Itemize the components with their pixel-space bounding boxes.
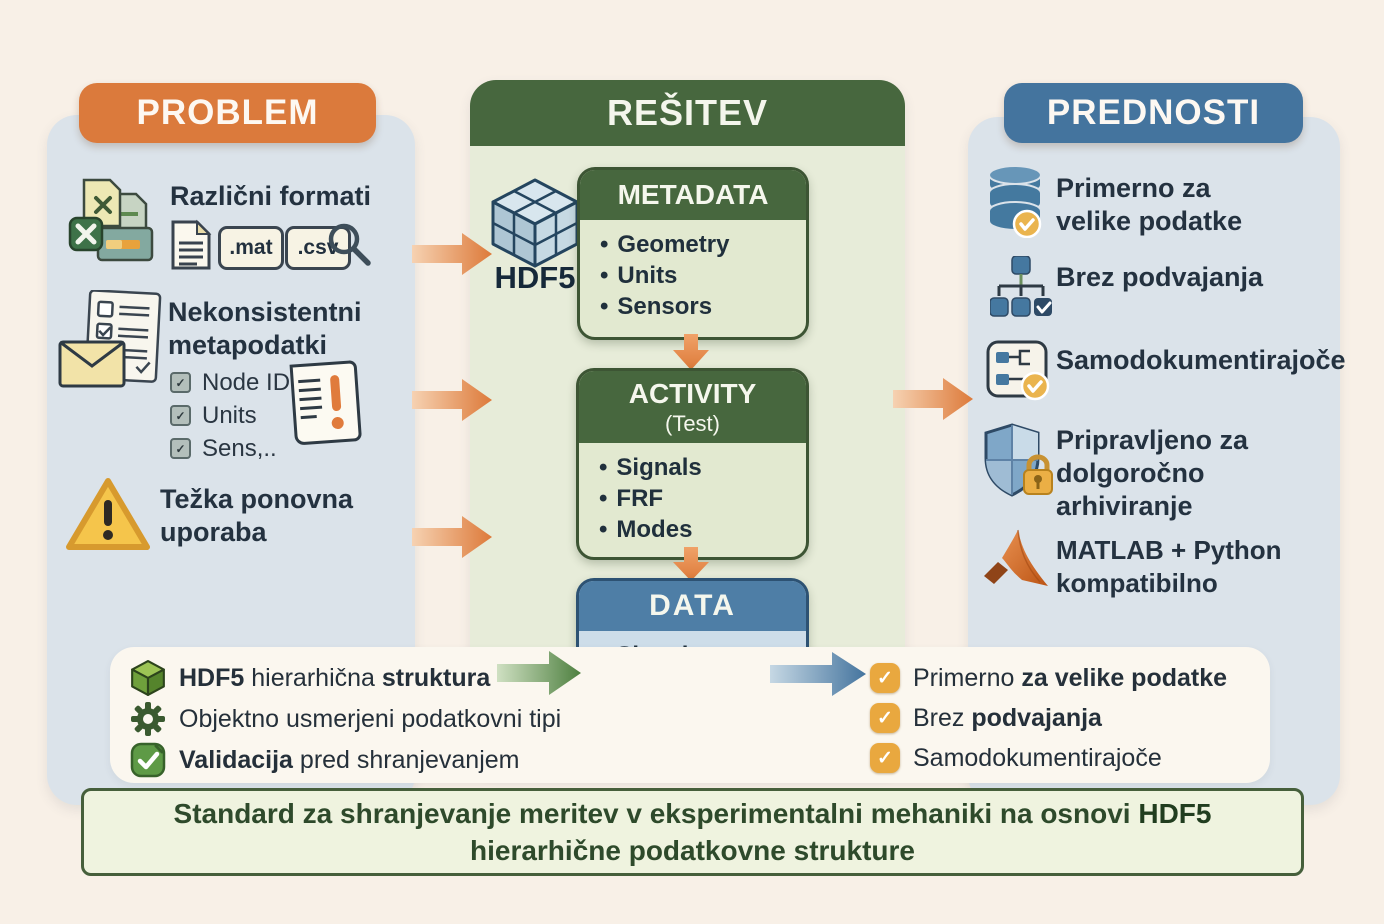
activity-item: • Modes (599, 514, 806, 545)
metadata-box-body (580, 220, 806, 322)
summary-banner (81, 788, 1304, 876)
problem-title: PROBLEM (136, 93, 319, 132)
arrow-problem-to-solution-1 (412, 228, 496, 280)
metadata-box (577, 167, 809, 340)
check-row (170, 399, 290, 432)
checklist-text: Primerno za velike podatke (913, 663, 1228, 692)
green-cube-icon (130, 659, 166, 697)
validation-check-icon (130, 742, 166, 778)
benefit-item-label: Pripravljeno za dolgoročno arhiviranje (1056, 425, 1249, 521)
mat-format-badge: .mat (218, 226, 284, 270)
activity-box-header (579, 371, 806, 443)
feature-text: Objektno usmerjeni podatkovni tipi (179, 704, 562, 733)
activity-title: ACTIVITY (628, 377, 757, 409)
orange-check-icon: ✓ (870, 743, 900, 773)
note-warning-icon (280, 356, 366, 456)
activity-item: • FRF (599, 483, 806, 514)
orange-check-icon: ✓ (870, 663, 900, 693)
benefits-header (1004, 83, 1303, 143)
metadata-item: • Geometry (600, 229, 806, 260)
feature-row (130, 700, 561, 738)
banner-line1: Standard za shranjevanje meritev v eksperimentalni mehaniki na osnovi HDF5 (173, 798, 1212, 829)
checklist-row (870, 699, 1102, 737)
self-documenting-icon (986, 340, 1052, 402)
data-title: DATA (649, 589, 736, 622)
hdf5-cube-icon (487, 176, 583, 268)
shield-lock-icon (982, 422, 1058, 502)
metadata-check-list (170, 366, 290, 465)
activity-box-body (579, 443, 806, 545)
feature-row (130, 741, 519, 779)
down-arrow-icon (673, 334, 709, 370)
checklist-text: Samodokumentirajoče (913, 743, 1162, 772)
solution-header (470, 80, 905, 146)
hdf5-label: HDF5 (494, 260, 576, 295)
database-icon (985, 164, 1049, 238)
checklist-text: Brez podvajanja (913, 703, 1102, 732)
problem-item3-label: Težka ponovna uporaba (160, 484, 354, 547)
orange-check-icon: ✓ (870, 703, 900, 733)
problem-item1-label: Različni formati (170, 181, 372, 211)
check-row (170, 366, 290, 399)
warning-triangle-icon (64, 476, 152, 554)
arrow-problem-to-solution-2 (412, 374, 496, 426)
check-row (170, 432, 290, 465)
arrow-solution-to-benefits (893, 373, 977, 425)
metadata-item: • Sensors (600, 291, 806, 322)
arrow-data-to-checklist (770, 646, 870, 702)
benefit-item-label: Primerno za velike podatke (1056, 173, 1243, 236)
metadata-title: METADATA (617, 179, 769, 210)
gear-icon (130, 701, 166, 737)
benefit-item-label: Samodokumentirajoče (1056, 345, 1346, 375)
feature-row (130, 659, 490, 697)
checklist-row (870, 739, 1162, 777)
checkbox-icon: ✓ (170, 372, 191, 393)
banner-line2: hierarhične podatkovne strukture (469, 835, 915, 866)
benefit-item-label: MATLAB + Python kompatibilno (1056, 535, 1282, 598)
benefit-item-label: Brez podvajanja (1056, 262, 1264, 292)
metadata-box-header (580, 170, 806, 220)
arrow-problem-to-solution-3 (412, 511, 496, 563)
mixed-files-icon (68, 176, 168, 270)
activity-box (576, 368, 809, 560)
feature-text: Validacija pred shranjevanjem (179, 745, 520, 774)
check-label: Sens,.. (202, 434, 277, 462)
activity-subtitle: (Test) (665, 410, 720, 436)
problem-item2-label: Nekonsistentni metapodatki (168, 297, 362, 360)
checklist-row (870, 659, 1227, 697)
arrow-features-to-data (497, 645, 585, 701)
magnifier-icon (325, 220, 373, 268)
hierarchy-tree-icon (990, 256, 1052, 320)
checklist-envelope-icon (58, 290, 166, 394)
csv-format-badge: .csv (285, 226, 351, 270)
activity-item: • Signals (599, 452, 806, 483)
document-icon (170, 219, 212, 271)
matlab-icon (982, 528, 1050, 592)
solution-title: REŠITEV (606, 92, 769, 133)
problem-header (79, 83, 376, 143)
check-label: Node ID (202, 368, 291, 396)
metadata-item: • Units (600, 260, 806, 291)
checkbox-icon: ✓ (170, 405, 191, 426)
data-box-header (579, 581, 806, 631)
feature-text: HDF5 hierarhična struktura (179, 663, 491, 692)
down-arrow-icon (673, 547, 709, 581)
check-label: Units (202, 401, 257, 429)
checkbox-icon: ✓ (170, 438, 191, 459)
benefits-title: PREDNOSTI (1046, 93, 1261, 132)
